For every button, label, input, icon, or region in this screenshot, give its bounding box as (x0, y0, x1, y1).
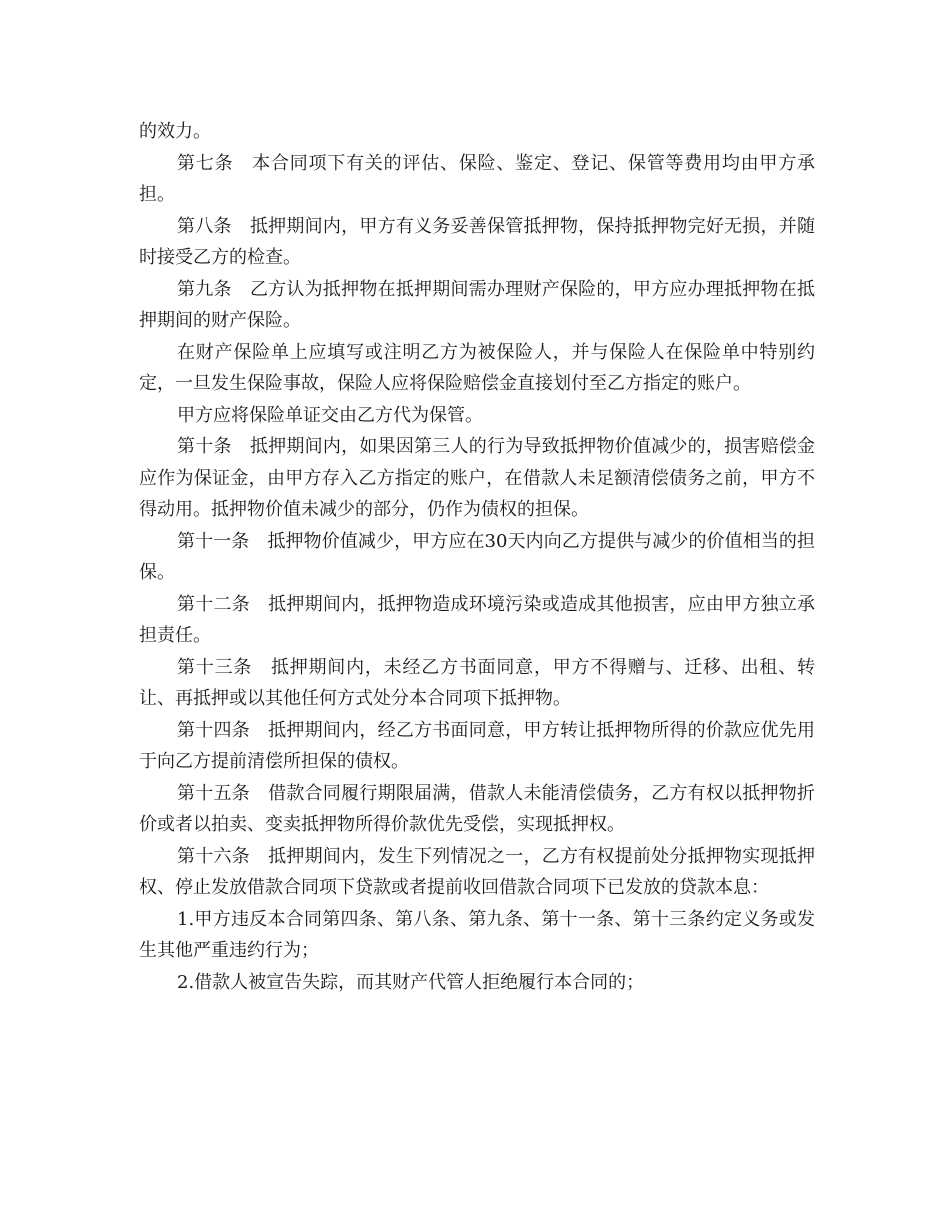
paragraph-continuation: 的效力。 (139, 121, 211, 142)
article-16: 第十六条 抵押期间内，发生下列情况之一，乙方有权提前处分抵押物实现抵押权、停止发放借款合同项下贷款或者提前收回借款合同项下已发放的贷款本息： (139, 845, 815, 898)
article-8: 第八条 抵押期间内，甲方有义务妥善保管抵押物，保持抵押物完好无损，并随时接受乙方的检查。 (139, 215, 815, 268)
contract-body (139, 116, 815, 998)
article-15: 第十五条 借款合同履行期限届满，借款人未能清偿债务，乙方有权以抵押物折价或者以拍卖、变卖抵押物所得价款优先受偿，实现抵押权。 (139, 782, 815, 835)
article-11: 第十一条 抵押物价值减少，甲方应在30天内向乙方提供与减少的价值相当的担保。 (139, 530, 815, 583)
article-12: 第十二条 抵押期间内，抵押物造成环境污染或造成其他损害，应由甲方独立承担责任。 (139, 593, 815, 646)
article-10: 第十条 抵押期间内，如果因第三人的行为导致抵押物价值减少的，损害赔偿金应作为保证金，由甲方存入乙方指定的账户，在借款人未足额清偿债务之前，甲方不得动用。抵押物价值未减少的部分，仍作为债权的担保。 (139, 436, 815, 520)
article-9-clause-custody: 甲方应将保险单证交由乙方代为保管。 (177, 404, 483, 426)
article-14: 第十四条 抵押期间内，经乙方书面同意，甲方转让抵押物所得的价款应优先用于向乙方提前清偿所担保的债权。 (139, 719, 815, 772)
article-16-item-1: 1.甲方违反本合同第四条、第八条、第九条、第十一条、第十三条约定义务或发生其他严重违约行为； (139, 908, 815, 961)
article-7: 第七条 本合同项下有关的评估、保险、鉴定、登记、保管等费用均由甲方承担。 (139, 152, 815, 205)
article-13: 第十三条 抵押期间内，未经乙方书面同意，甲方不得赠与、迁移、出租、转让、再抵押或以其他任何方式处分本合同项下抵押物。 (139, 656, 815, 709)
article-9-clause-insured: 在财产保险单上应填写或注明乙方为被保险人，并与保险人在保险单中特别约定，一旦发生保险事故，保险人应将保险赔偿金直接划付至乙方指定的账户。 (139, 341, 815, 394)
article-9: 第九条 乙方认为抵押物在抵押期间需办理财产保险的，甲方应办理抵押物在抵押期间的财产保险。 (139, 278, 815, 331)
article-16-item-2: 2.借款人被宣告失踪，而其财产代管人拒绝履行本合同的； (177, 971, 645, 993)
